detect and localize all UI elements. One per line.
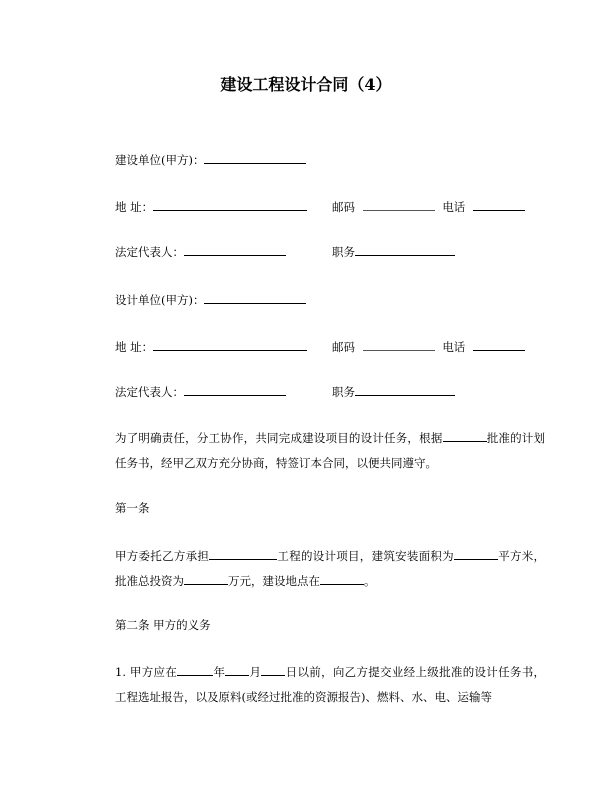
party-a-postcode-blank[interactable]	[363, 198, 435, 211]
party-a-address-blank[interactable]	[153, 198, 307, 211]
party-b-unit-blank[interactable]	[204, 291, 306, 304]
party-b-rep-label: 法定代表人：	[115, 385, 184, 399]
party-a-position-blank[interactable]	[355, 243, 455, 256]
party-b-postcode-blank[interactable]	[363, 338, 435, 351]
party-a-rep-label: 法定代表人：	[115, 245, 184, 259]
article-2-text-2: 年	[213, 665, 226, 679]
article-2-heading: 第二条 甲方的义务	[115, 618, 211, 632]
article-1-paragraph	[91, 544, 545, 594]
party-a-position-row	[332, 243, 455, 259]
article-2-text-1: 1. 甲方应在	[115, 665, 178, 679]
party-b-position-blank[interactable]	[355, 383, 455, 396]
party-b-address-row	[115, 338, 307, 354]
article-1-heading: 第一条	[115, 501, 150, 515]
article-1-text-4: 万元，建设地点在	[228, 574, 320, 588]
party-a-address-label: 地 址：	[115, 200, 154, 214]
investment-blank[interactable]	[184, 573, 228, 585]
month-blank[interactable]	[225, 664, 249, 676]
party-b-rep-blank[interactable]	[184, 383, 286, 396]
project-name-blank[interactable]	[209, 548, 277, 560]
preamble-paragraph	[91, 426, 545, 476]
article-1-text-3: 平方米，批准总投资为	[115, 549, 546, 588]
party-a-phone-blank[interactable]	[473, 198, 525, 211]
article-1-text-2: 工程的设计项目，建筑安装面积为	[277, 549, 454, 563]
party-b-rep-row	[115, 383, 286, 399]
year-blank[interactable]	[177, 664, 213, 676]
party-a-unit-row	[115, 151, 306, 167]
preamble-text-1: 为了明确责任，分工协作，共同完成建设项目的设计任务，根据	[115, 431, 443, 445]
party-b-position-row	[332, 383, 455, 399]
article-1-text-5: 。	[364, 574, 376, 588]
party-b-postcode-label: 邮码	[332, 340, 355, 354]
day-blank[interactable]	[261, 664, 285, 676]
party-b-phone-blank[interactable]	[473, 338, 525, 351]
party-a-rep-blank[interactable]	[184, 243, 286, 256]
party-a-rep-row	[115, 243, 286, 259]
party-a-position-label: 职务	[332, 245, 355, 259]
party-b-address-label: 地 址：	[115, 340, 154, 354]
party-b-address-blank[interactable]	[153, 338, 307, 351]
party-b-unit-row	[115, 291, 306, 307]
article-1-text-1: 甲方委托乙方承担	[115, 549, 210, 563]
party-a-postcode-label: 邮码	[332, 200, 355, 214]
location-blank[interactable]	[320, 573, 364, 585]
document-title: 建设工程设计合同（4）	[220, 75, 392, 94]
party-b-position-label: 职务	[332, 385, 355, 399]
party-b-unit-label: 设计单位(甲方)：	[115, 293, 205, 307]
party-a-postcode-row	[332, 198, 525, 214]
party-a-address-row	[115, 198, 307, 214]
article-2-text-4: 日以前，向乙方提交业经上级批准的设计任务书，工程选址报告，以及原料(或经过批准的资源报告)、燃料、水、电、运输等	[115, 665, 545, 704]
article-2-text-3: 月	[249, 665, 262, 679]
preamble-text-2: 批准的计划任务书，经甲乙双方充分协商，特签订本合同，以便共同遵守。	[115, 431, 546, 470]
party-a-unit-blank[interactable]	[204, 151, 306, 164]
preamble-approval-blank[interactable]	[443, 430, 487, 442]
area-blank[interactable]	[454, 548, 498, 560]
party-b-phone-label: 电话	[442, 340, 466, 354]
party-a-phone-label: 电话	[442, 200, 466, 214]
party-a-unit-label: 建设单位(甲方)：	[115, 153, 205, 167]
article-2-paragraph	[91, 660, 545, 710]
party-b-postcode-row	[332, 338, 525, 354]
